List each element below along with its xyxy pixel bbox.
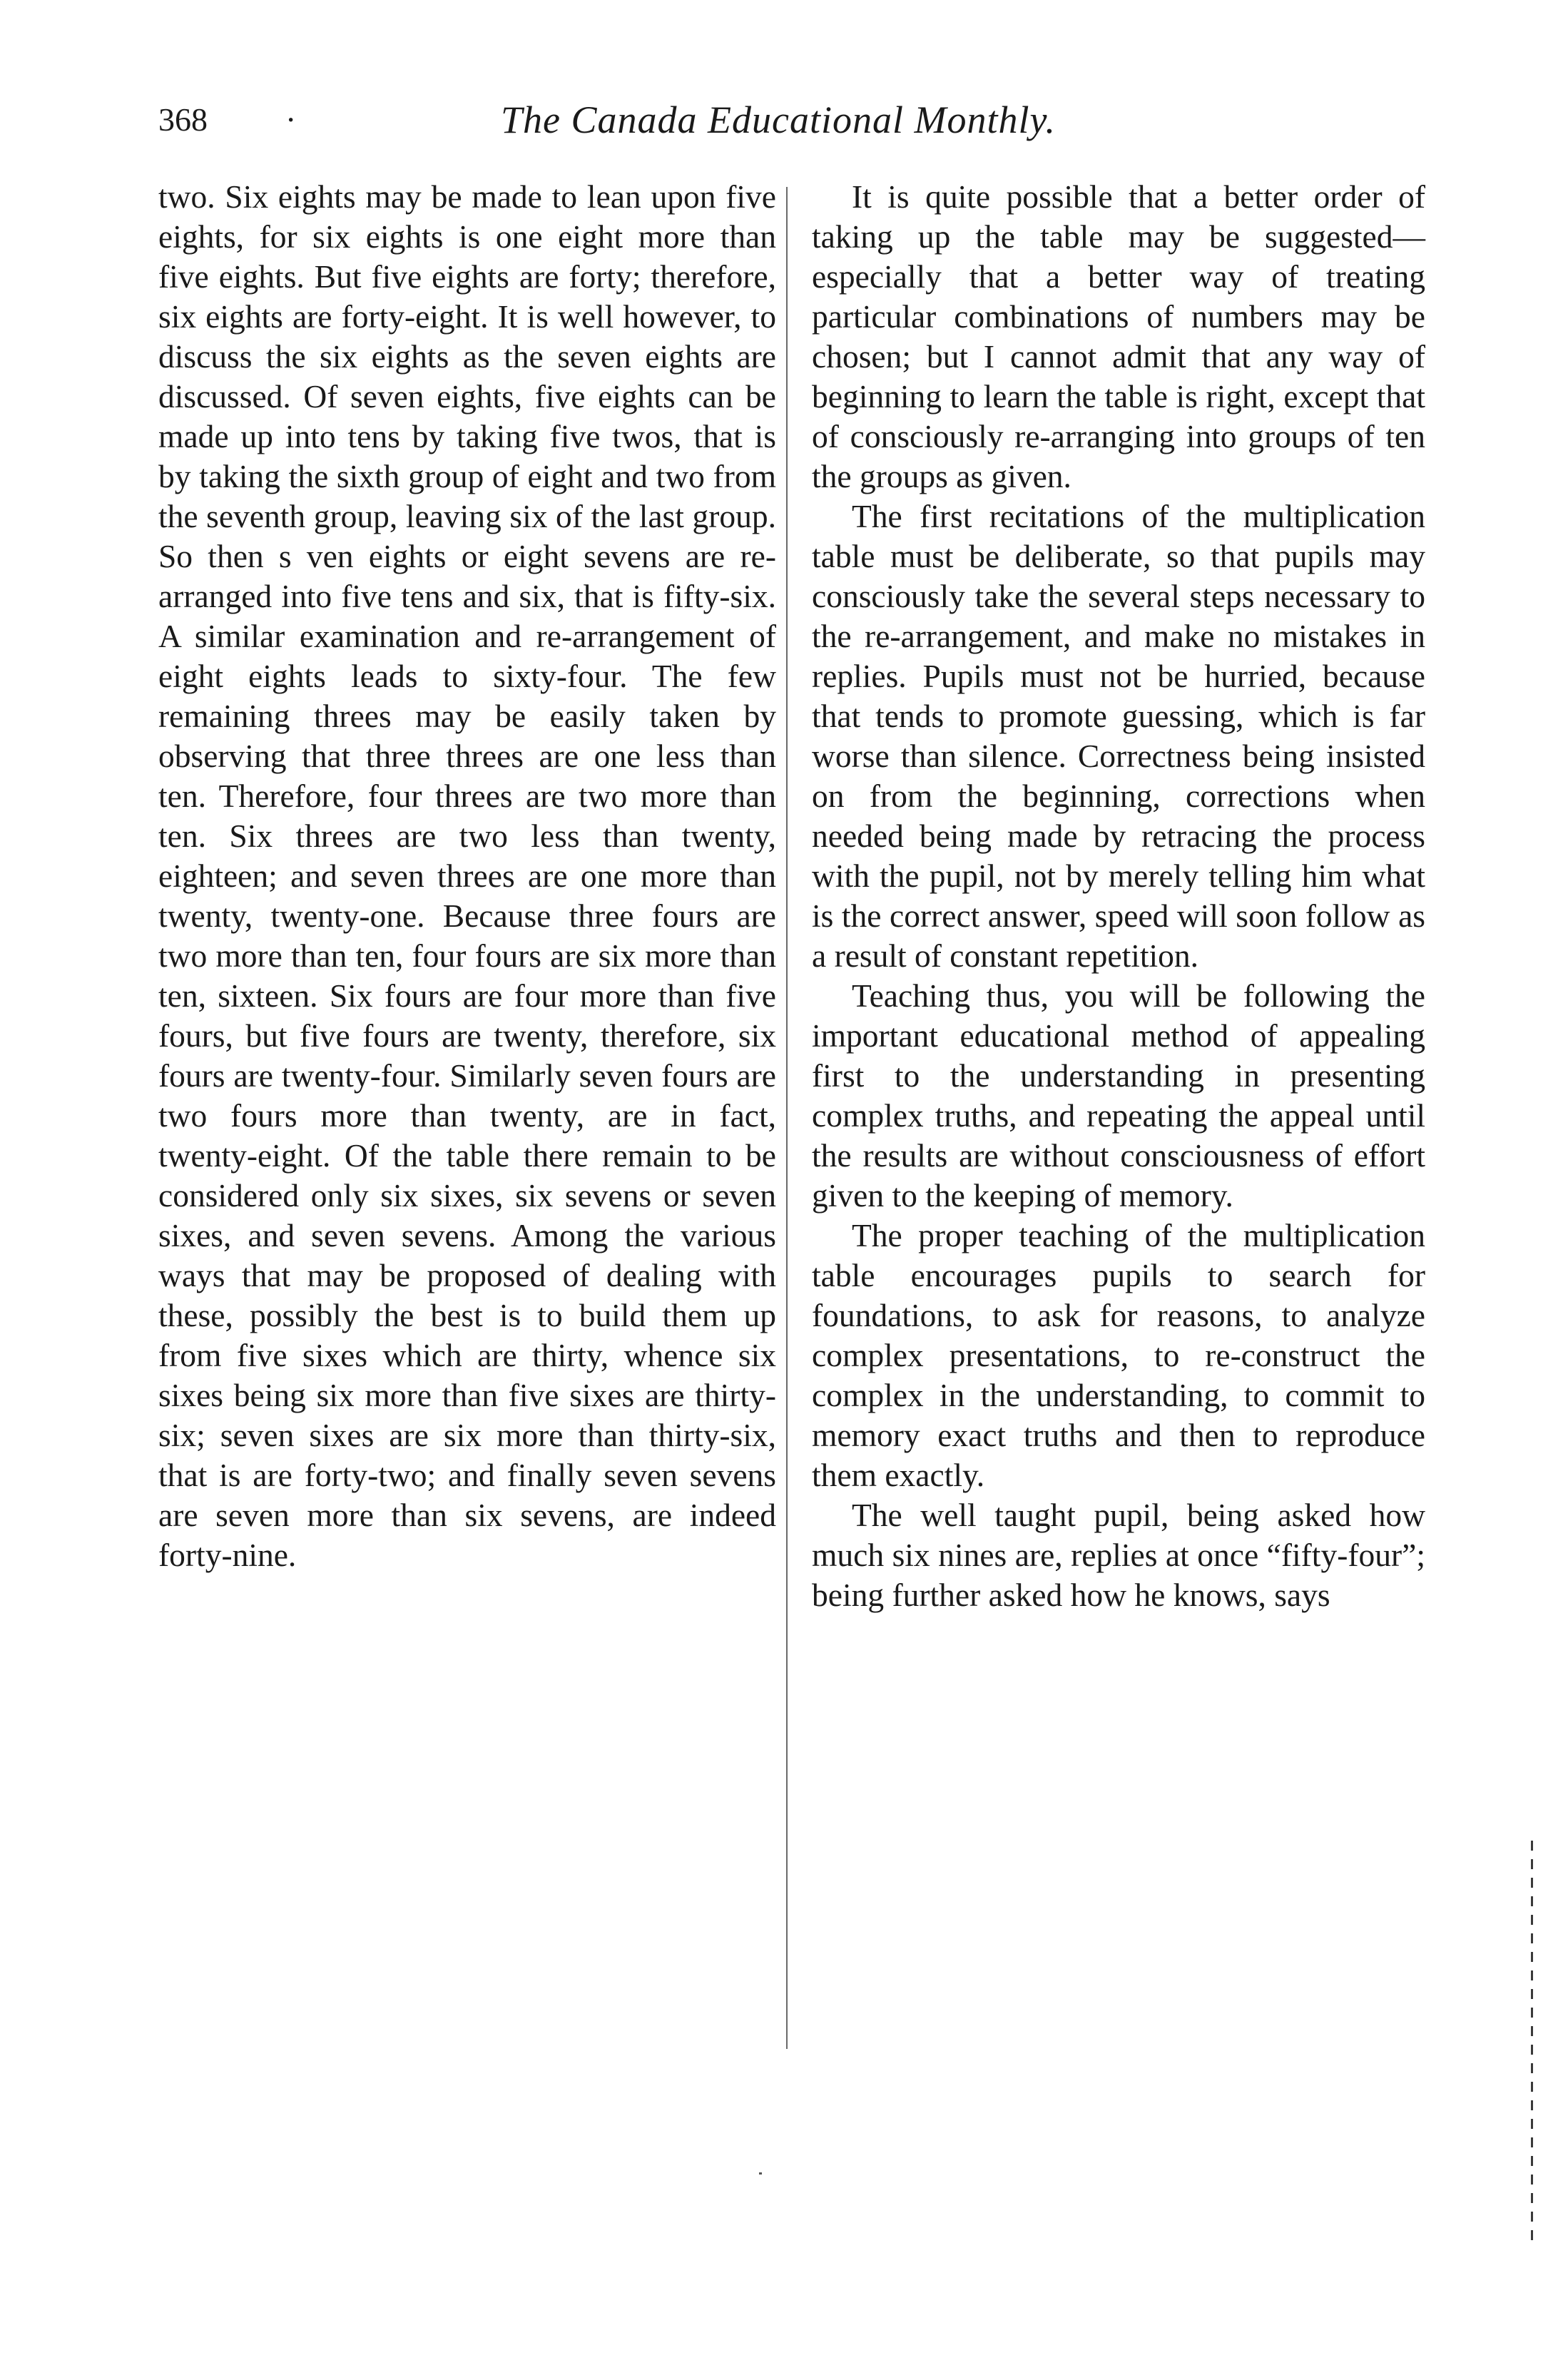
right-paragraph-2: The first recitations of the multiplication table must be deliberate, so that pupils may consciously take the several steps necessary to the re-arrangement, and make no mistakes in replies. Pupils must not be hurried, because that tends to promote guessing, which is far worse than silence. Correctness being insisted on from the beginning, corrections when needed being made by retracing the process with the pupil, not by merely telling him what is the correct answer, speed will soon follow as a result of constant repetition.: [812, 498, 1425, 974]
right-paragraph-4: The proper teaching of the multiplication table encourages pupils to search for foundations, to ask for reasons, to analyze complex presentations, to re-construct the complex in the understanding, to commit to memory exact truths and then to reproduce them exactly.: [812, 1217, 1425, 1493]
right-paragraph-5: The well taught pupil, being asked how much six nines are, replies at once “fifty-four”; being further asked how he knows, says: [812, 1497, 1425, 1613]
left-paragraph-1: two. Six eights may be made to lean upon five eights, for six eights is one eight more than five eights. But five eights are forty; therefore, six eights are forty-eight. It is well however, to discuss the six eights as the seven eights are discussed. Of seven eights, five eights can be made up into tens by taking five twos, that is by taking the sixth group of eight and two from the seventh group, leaving six of the last group. So then s ven eights or eight sevens are re-arranged into five tens and six, that is fifty-six. A similar examination and re-arrangement of eight eights leads to sixty-four. The few remaining threes may be easily taken by observing that three threes are one less than ten. Therefore, four threes are two more than ten. Six threes are two less than twenty, eighteen; and seven threes are one more than twenty, twenty-one. Because three fours are two more than ten, four fours are six more than ten, sixteen. Six fours are four more than five fours, but five fours are twenty, therefore, six fours are twenty-four. Similarly seven fours are two fours more than twenty, are in fact, twenty-eight. Of the table there remain to be considered only six sixes, six sevens or seven sixes, and seven sevens. Among the various ways that may be proposed of dealing with these, possibly the best is to build them up from five sixes which are thirty, whence six sixes being six more than five sixes are thirty-six; seven sixes are six more than thirty-six, that is are forty-two; and finally seven sevens are seven more than six sevens, are indeed forty-nine.: [158, 178, 776, 1573]
scan-edge-mark: [1531, 1841, 1533, 2240]
scan-speck: [759, 2172, 762, 2175]
right-paragraph-3: Teaching thus, you will be following the important educational method of appealing first to the understanding in presenting complex truths, and repeating the appeal until the results are without consciousness of effort given to the keeping of memory.: [812, 977, 1425, 1214]
column-divider: [786, 187, 788, 2049]
header-separator: ·: [285, 101, 297, 138]
left-column: [158, 177, 776, 1575]
right-paragraph-1: It is quite possible that a better order of taking up the table may be suggested—especially that a better way of treating particular combinations of numbers may be chosen; but I cannot admit that any way of beginning to learn the table is right, except that of consciously re-arranging into groups of ten the groups as given.: [812, 178, 1425, 494]
page-number: 368: [158, 101, 208, 138]
page-header: [158, 98, 1464, 156]
right-column: [812, 177, 1425, 1615]
running-title: The Canada Educational Monthly.: [501, 98, 1056, 141]
